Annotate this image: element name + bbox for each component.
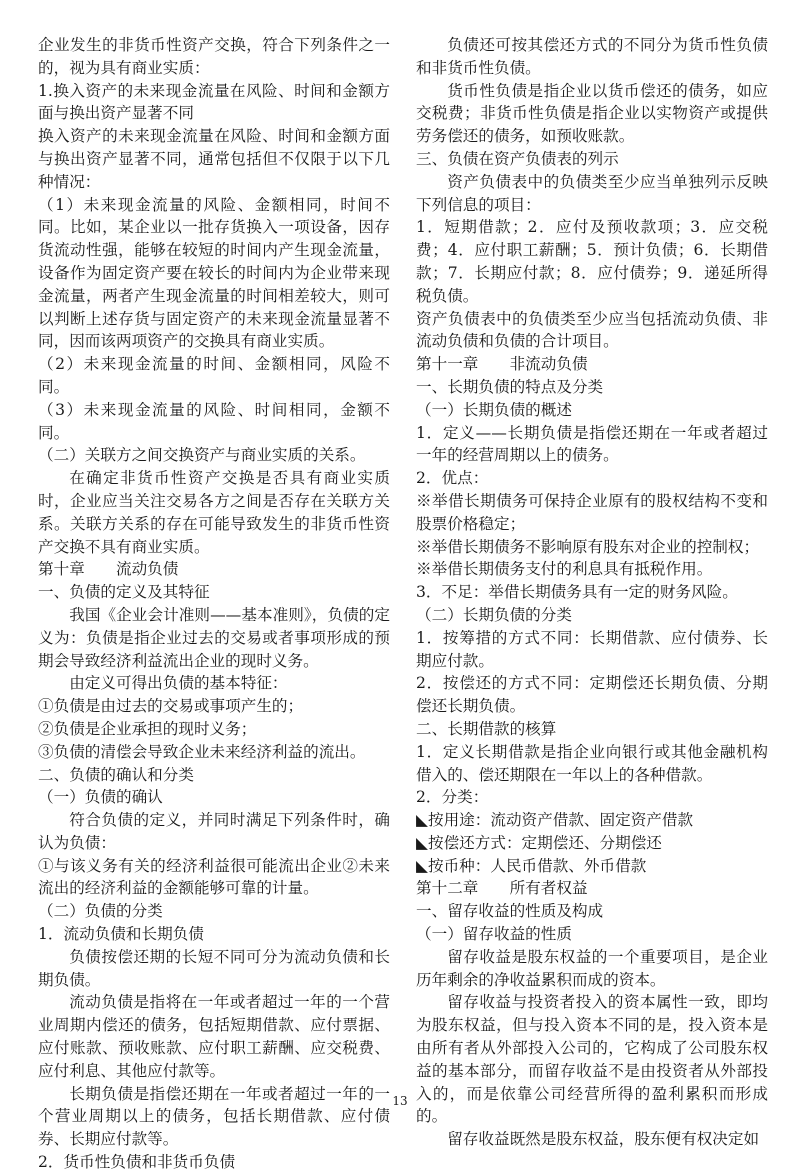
paragraph: 在确定非货币性资产交换是否具有商业实质时，企业应当关注交易各方之间是否存在关联方关系。关联方关系的存在可能导致发生的非货币性资产交换不具有商业实质。 [38,469,390,556]
paragraph: 1．短期借款；2．应付及预收款项；3．应交税费；4．应付职工薪酬；5．预计负债；6．长期借款；7．长期应付款；8．应付债券；9．递延所得税负债。 [416,218,768,305]
paragraph: 一、留存收益的性质及构成 [416,902,604,921]
paragraph: 第十一章 非流动负债 [416,355,588,374]
paragraph: 一、负债的定义及其特征 [38,583,210,602]
paragraph: 换入资产的未来现金流量在风险、时间和金额方面与换出资产显著不同，通常包括但不仅限于以下几种情况： [38,127,390,191]
paragraph: 符合负债的定义，并同时满足下列条件时，确认为负债： [38,811,390,852]
paragraph: 留存收益既然是股东权益，股东便有权决定如 [447,1130,760,1149]
paragraph: 流动负债是指将在一年或者超过一年的一个营业周期内偿还的债务，包括短期借款、应付票据、应付账款、预收账款、应付职工薪酬、应交税费、应付利息、其他应付款等。 [38,993,390,1080]
paragraph: ※举借长期债务支付的利息具有抵税作用。 [416,560,713,579]
paragraph: 由定义可得出负债的基本特征： [69,674,288,693]
paragraph: ◣按币种：人民币借款、外币借款 [416,856,647,875]
paragraph: （二）长期负债的分类 [416,605,572,624]
paragraph: （1）未来现金流量的风险、金额相同，时间不同。比如，某企业以一批存货换入一项设备，因存货流动性强，能够在较短的时间内产生现金流量，设备作为固定资产要在较长的时间内为企业带来现金流量，两者产生现金流量的时间相差较大，则可以判断上述存货与固定资产的未来现金流量显著不同，因而该两项资产的交换具有商业实质。 [38,195,390,351]
paragraph: 1．定义长期借款是指企业向银行或其他金融机构借入的、偿还期限在一年以上的各种借款。 [416,742,768,784]
paragraph: （3）未来现金流量的风险、时间相同，金额不同。 [38,400,390,442]
paragraph: 2．优点： [416,469,489,488]
paragraph: 留存收益是股东权益的一个重要项目，是企业历年剩余的净收益累积而成的资本。 [416,947,768,989]
paragraph: ※举借长期债务不影响原有股东对企业的控制权； [416,537,760,556]
paragraph: 长期负债是指偿还期在一年或者超过一年的一个营业周期以上的债务，包括长期借款、应付债券、长期应付款等。 [38,1084,390,1149]
paragraph: 三、负债在资产负债表的列示 [416,149,619,168]
paragraph: ③负债的清偿会导致企业未来经济利益的流出。 [38,742,366,761]
paragraph: 第十章 流动负债 [38,560,179,579]
paragraph: 留存收益与投资者投入的资本属性一致，即均为股东权益，但与投入资本不同的是，投入资本是由所有者从外部投入公司的，它构成了公司股东权益的基本部分，而留存收益不是由投资者从外部投入的，而是依靠公司经营所得的盈利累积而形成的。 [416,993,768,1126]
paragraph: 2．分类： [416,788,489,807]
left-column [38,34,390,1174]
paragraph: 1．定义——长期负债是指偿还期在一年或者超过一年的经营周期以上的债务。 [416,423,768,465]
paragraph: （2）未来现金流量的时间、金额相同，风险不同。 [38,355,390,396]
paragraph: 第十二章 所有者权益 [416,879,588,898]
paragraph: 资产负债表中的负债类至少应当单独列示反映下列信息的项目： [416,172,768,214]
paragraph: 资产负债表中的负债类至少应当包括流动负债、非流动负债和负债的合计项目。 [416,309,768,351]
paragraph: 货币性负债是指企业以货币偿还的债务，如应交税费；非货币性负债是指企业以实物资产或提供劳务偿还的债务，如预收账款。 [416,81,768,146]
paragraph: （一）留存收益的性质 [416,925,572,944]
page-number: 13 [392,1094,408,1108]
paragraph: 2．货币性负债和非货币负债 [38,1153,236,1172]
paragraph: ①与该义务有关的经济利益很可能流出企业②未来流出的经济利益的金额能够可靠的计量。 [38,856,390,898]
paragraph: （一）长期负债的概述 [416,400,572,419]
paragraph: 负债按偿还期的长短不同可分为流动负债和长期负债。 [38,947,390,989]
paragraph: ◣按偿还方式：定期偿还、分期偿还 [416,833,662,852]
paragraph: ②负债是企业承担的现时义务； [38,719,257,738]
paragraph: （一）负债的确认 [38,788,163,807]
paragraph: 1.换入资产的未来现金流量在风险、时间和金额方面与换出资产显著不同 [38,81,390,123]
paragraph: 一、长期负债的特点及分类 [416,377,604,396]
paragraph: （二）负债的分类 [38,902,163,921]
paragraph: 负债还可按其偿还方式的不同分为货币性负债和非货币性负债。 [416,36,768,77]
paragraph: 二、负债的确认和分类 [38,765,194,784]
right-column [416,34,768,1151]
paragraph: 二、长期借款的核算 [416,719,557,738]
paragraph: 1．流动负债和长期负债 [38,925,204,944]
paragraph: （二）关联方之间交换资产与商业实质的关系。 [38,446,366,465]
paragraph: 我国《企业会计准则——基本准则》，负债的定义为：负债是指企业过去的交易或者事项形成的预期会导致经济利益流出企业的现时义务。 [38,605,390,670]
paragraph: ◣按用途：流动资产借款、固定资产借款 [416,811,694,830]
paragraph: 1．按筹措的方式不同：长期借款、应付债券、长期应付款。 [416,628,768,670]
paragraph: 企业发生的非货币性资产交换，符合下列条件之一的，视为具有商业实质： [38,36,390,77]
paragraph: 2．按偿还的方式不同：定期偿还长期负债、分期偿还长期负债。 [416,674,768,716]
paragraph: 3．不足：举借长期债务具有一定的财务风险。 [416,583,738,602]
paragraph: ※举借长期债务可保持企业原有的股权结构不变和股票价格稳定； [416,491,768,533]
paragraph: ①负债是由过去的交易或事项产生的； [38,697,304,716]
